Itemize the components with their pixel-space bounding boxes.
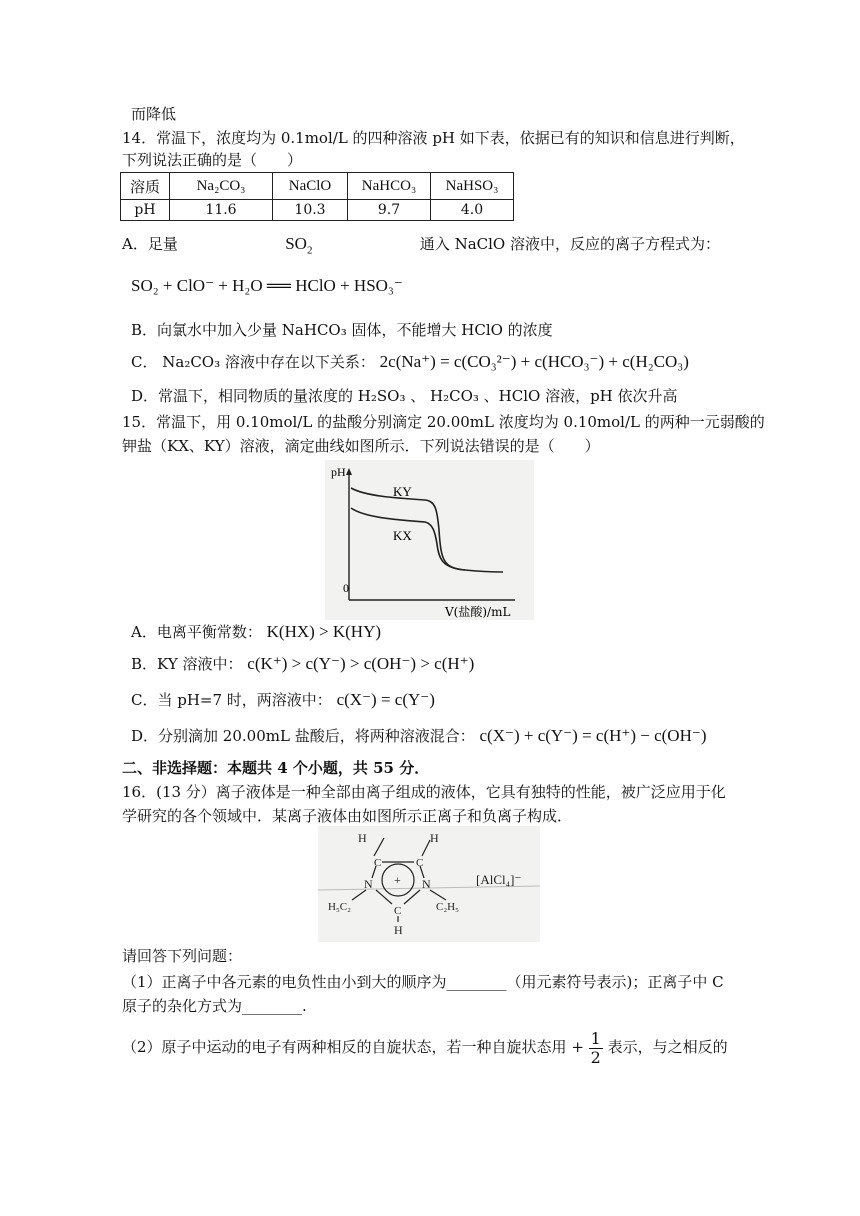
anion-alcl4: [AlCl₄]⁻ [476,872,522,887]
atom-h-bottom: H [394,923,403,937]
atom-n-right: N [422,877,431,891]
atom-h-top-left: H [358,831,367,845]
q14-option-c-equation: 2c(Na⁺) = c(CO₃²⁻) + c(HCO₃⁻) + c(H₂CO₃) [379,352,689,371]
q15-option-a-text: A．电离平衡常数： [131,623,262,641]
q16-prompt: 请回答下列问题： [122,947,243,965]
q14-option-a-equation: SO₂ + ClO⁻ + H₂O ══ HClO + HSO₃⁻ [131,276,403,295]
q15-option-c-text: C．当 pH=7 时，两溶液中： [131,691,332,709]
bond-c-h-right [422,840,430,856]
q15-option-c-equation: c(X⁻) = c(Y⁻) [336,690,435,709]
q14-table-head-solute: 溶质 [121,173,170,200]
q14-option-b: B．向氯水中加入少量 NaHCO₃ 固体，不能增大 HClO 的浓度 [131,321,553,339]
q14-option-a-mid: 通入 NaClO 溶液中，反应的离子方程式为： [419,235,720,253]
bond-n-ethyl-left [352,890,366,900]
y-axis-label: pH [331,465,346,479]
positive-charge: + [394,873,401,887]
q15-titration-figure [325,460,534,620]
q15-option-b [131,654,474,674]
q16-stem-line1: 16．(13 分）离子液体是一种全部由离子组成的液体，它具有独特的性能，被广泛应用于化 [122,783,726,801]
q16-part2-suffix: 表示，与之相反的 [607,1038,728,1056]
q14-ph-nahso3: 4.0 [431,200,514,221]
kx-curve-label: KX [393,528,412,543]
spin-half-fraction [589,1030,603,1067]
q14-col-nahco3: NaHCO₃ [348,173,431,200]
q14-table-head-ph: pH [121,200,170,221]
q14-table-header-row [121,173,514,200]
section-two-heading: 二、非选择题：本题共 4 个小题，共 55 分． [122,759,430,777]
q14-col-nahso3: NaHSO₃ [431,173,514,200]
q16-part2-prefix: （2）原子中运动的电子有两种相反的自旋状态，若一种自旋状态用 + [122,1038,584,1056]
ky-curve-label: KY [393,484,412,499]
q14-option-d: D．常温下，相同物质的量浓度的 H₂SO₃ 、 H₂CO₃ 、HClO 溶液，pH 依次升高 [131,387,678,405]
atom-c-right: C [416,857,424,869]
q14-ph-nahco3: 9.7 [348,200,431,221]
atom-c-bottom: C [394,905,402,917]
q15-option-b-text: B．KY 溶液中： [131,655,243,673]
titration-curve-plot [325,460,534,620]
q14-col-naclo: NaClO [273,173,348,200]
q14-option-a-prefix: A．足量 [122,235,178,253]
q15-option-a-equation: K(HX) > K(HY) [266,622,382,641]
y-axis-arrow [346,468,352,475]
atom-c-left: C [374,857,382,869]
prev-question-tail: 而降低 [131,105,177,123]
q14-option-c [131,352,689,372]
q14-ph-naclo: 10.3 [273,200,348,221]
q16-part2-line [122,1028,728,1067]
ethyl-group-right: C₂H₅ [436,901,459,913]
x-axis-label: V(盐酸)/mL [445,605,511,619]
q15-option-b-equation: c(K⁺) > c(Y⁻) > c(OH⁻) > c(H⁺) [247,654,475,673]
q14-stem-line2: 下列说法正确的是（ ） [122,151,303,169]
q16-stem-line2: 学研究的各个领域中．某离子液体由如图所示正离子和负离子构成． [122,807,573,825]
bond-n-c-bottom-left [376,890,392,904]
fraction-numerator: 1 [590,1028,601,1048]
imidazolium-structure [318,826,540,942]
atom-n-left: N [364,877,373,891]
q15-stem-line1: 15．常温下，用 0.10mol/L 的盐酸分别滴定 20.00mL 浓度均为 0.10mol/L 的两种一元弱酸的 [122,413,765,431]
q16-part1-line2: 原子的杂化方式为________. [122,997,307,1015]
q14-solution-table [120,172,514,221]
origin-label: 0 [343,581,349,595]
q14-option-a [122,234,720,257]
bond-n-c-bottom-right [404,890,420,904]
q14-col-na2co3: Na₂CO₃ [170,173,273,200]
q16-ion-structure-figure [318,826,540,942]
atom-h-top-right: H [430,831,439,845]
q14-option-c-prefix: C． Na₂CO₃ 溶液中存在以下关系： [131,353,375,371]
ky-curve [351,488,503,572]
q14-stem-line1: 14．常温下，浓度均为 0.1mol/L 的四种溶液 pH 如下表，依据已有的知识和信息进行判断， [122,129,745,147]
q16-part1-line1: （1）正离子中各元素的电负性由小到大的顺序为________（用元素符号表示)；正离子中 C [122,973,724,991]
q15-option-c [131,690,435,710]
q14-option-a-so2: $SO_2$ [285,234,313,257]
ethyl-group-left: H₅C₂ [328,901,351,913]
q15-option-a [131,622,381,642]
q15-stem-line2: 钾盐（KX、KY）溶液，滴定曲线如图所示．下列说法错误的是（ ） [122,437,600,455]
q15-option-d-text: D．分别滴加 20.00mL 盐酸后，将两种溶液混合： [131,727,475,745]
bond-c-h-left [374,838,384,856]
q14-table-ph-row [121,200,514,221]
bond-n-ethyl-right [430,890,446,900]
q15-option-d [131,726,707,746]
fraction-denominator: 2 [590,1047,601,1067]
q15-option-d-equation: c(X⁻) + c(Y⁻) = c(H⁺) − c(OH⁻) [479,726,707,745]
q14-ph-na2co3: 11.6 [170,200,273,221]
